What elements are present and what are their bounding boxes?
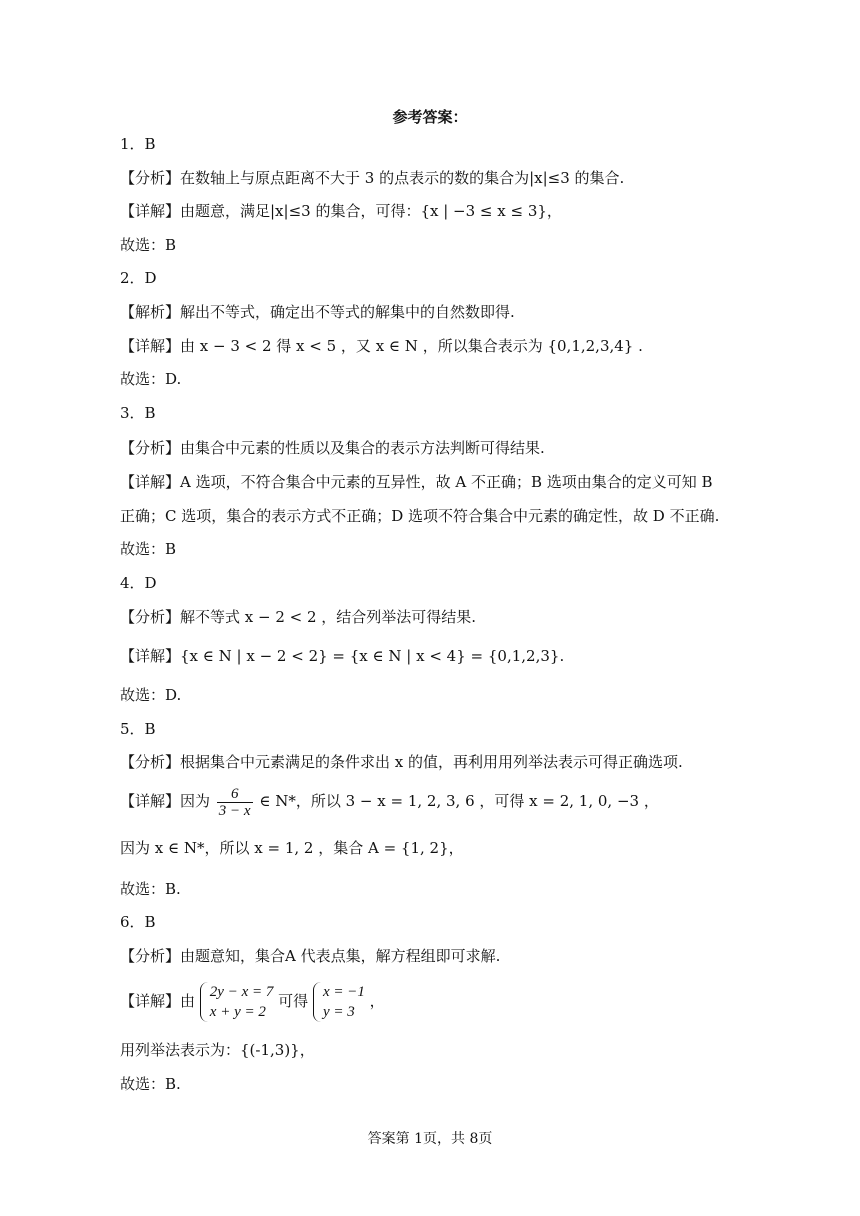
solution-row: y = 3 [322,1004,355,1020]
detail-6-suffix: ， [369,992,385,1010]
equation-system [200,982,274,1022]
listing-6: 用列举法表示为：{(-1,3)}， [120,1041,315,1059]
analysis-4: 【分析】解不等式 x − 2 < 2 ，结合列举法可得结果. [120,608,477,626]
analysis-2: 【解析】解出不等式，确定出不等式的解集中的自然数即得. [120,303,515,321]
answer-4: 4．D [120,574,157,592]
detail-3-line1: 【详解】A 选项，不符合集合中元素的互异性，故 A 不正确；B 选项由集合的定义可知 B [120,473,713,491]
choice-5: 故选：B. [120,880,181,898]
answer-5: 5．B [120,720,156,738]
answer-3: 3．B [120,404,156,422]
choice-6: 故选：B. [120,1075,181,1093]
choice-1: 故选：B [120,236,177,254]
analysis-1: 【分析】在数轴上与原点距离不大于 3 的点表示的数的集合为|x|≤3 的集合. [120,169,625,187]
detail-4: 【详解】{x ∈ N | x − 2 < 2} = {x ∈ N | x < 4} = {0,1,2,3}. [120,647,565,665]
fraction [217,786,253,819]
answer-6: 6．B [120,913,156,931]
equation-row: x + y = 2 [209,1004,266,1020]
detail-5-prefix: 【详解】因为 [120,792,211,810]
solution-system [313,982,365,1022]
detail-3-line2: 正确；C 选项，集合的表示方式不正确；D 选项不符合集合中元素的确定性，故 D 不正确. [120,507,720,525]
brace-icon [200,982,210,1022]
detail-5-line2: 因为 x ∈ N*，所以 x = 1, 2 ，集合 A = {1, 2}， [120,839,464,857]
detail-1: 【详解】由题意，满足|x|≤3 的集合，可得：{x | −3 ≤ x ≤ 3}， [120,202,562,220]
answer-1: 1．B [120,135,156,153]
choice-4: 故选：D. [120,686,182,704]
analysis-5: 【分析】根据集合中元素满足的条件求出 x 的值，再利用用列举法表示可得正确选项. [120,753,683,771]
page-footer: 答案第 1页，共 8页 [367,1131,493,1147]
detail-6-prefix: 【详解】由 [120,992,196,1010]
solution-row: x = −1 [322,984,365,1000]
detail-2: 【详解】由 x − 3 < 2 得 x < 5 ，又 x ∈ N ，所以集合表示为 {0,1,2,3,4} . [120,337,643,355]
fraction-denominator: 3 − x [218,802,251,819]
detail-5-line1 [120,784,740,819]
choice-3: 故选：B [120,540,177,558]
analysis-6: 【分析】由题意知，集合A 代表点集，解方程组即可求解. [120,947,501,965]
fraction-numerator: 6 [217,786,253,803]
detail-6-line1 [120,982,740,1022]
brace-icon [313,982,323,1022]
detail-5-suffix: ∈ N*，所以 3 − x = 1, 2, 3, 6 ，可得 x = 2, 1, 0, −3 ， [259,792,659,810]
answer-2: 2．D [120,269,157,287]
equation-row: 2y − x = 7 [209,984,274,1000]
analysis-3: 【分析】由集合中元素的性质以及集合的表示方法判断可得结果. [120,439,545,457]
page-title: 参考答案： [392,108,468,126]
detail-6-middle: 可得 [278,992,309,1010]
choice-2: 故选：D. [120,370,182,388]
